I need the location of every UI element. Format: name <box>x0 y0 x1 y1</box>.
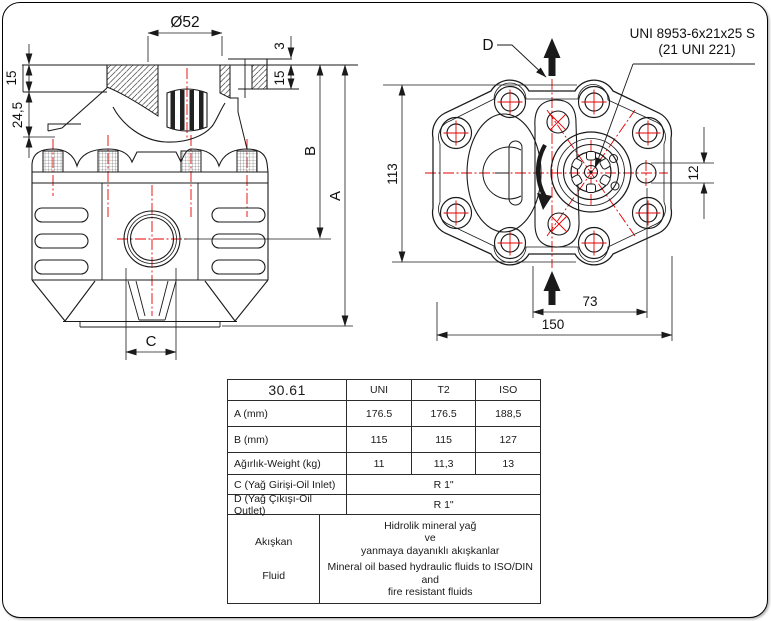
table-row-b <box>228 427 540 453</box>
fluid-label-en: Fluid <box>262 570 286 582</box>
dim-73: 73 <box>582 294 598 309</box>
fluid-tr-line: ve <box>424 532 436 544</box>
dim-b: B <box>302 145 319 157</box>
row-label: A (mm) <box>228 401 347 426</box>
outlet-flow-arrow <box>544 38 561 76</box>
cooling-fin <box>35 260 88 274</box>
dim-c: C <box>145 333 157 350</box>
table-header-row <box>228 380 540 401</box>
cell-value: 11,3 <box>412 453 477 474</box>
fluid-en-line: and <box>421 573 439 586</box>
cell-value: 11 <box>347 453 412 474</box>
spec-table <box>227 379 541 604</box>
rotation-arrow <box>537 145 552 210</box>
cooling-fin <box>212 208 265 222</box>
bolt-head <box>98 151 118 172</box>
label-d: D <box>482 37 494 54</box>
cooling-fin <box>212 234 265 248</box>
pump-body <box>32 149 268 280</box>
dim-113: 113 <box>385 163 400 185</box>
fluid-labels <box>228 515 320 603</box>
bell-housing-curve <box>113 103 225 142</box>
drive-shaft <box>551 132 631 212</box>
fluid-tr-line: yanmaya dayanıklı akışkanlar <box>361 544 500 557</box>
cooling-fin <box>35 208 88 222</box>
front-view <box>383 26 755 341</box>
bottom-bracket <box>32 280 268 327</box>
cell-value: 188,5 <box>495 407 522 420</box>
cell-value: 176.5 <box>347 401 412 426</box>
cell-value: 115 <box>412 427 477 452</box>
dim-15-left: 15 <box>4 70 19 86</box>
hatched-flange-right <box>220 65 230 98</box>
bolt-head <box>181 151 201 172</box>
spline-spec-line1: UNI 8953-6x21x25 S <box>629 26 755 41</box>
left-view-dim-labels <box>4 14 344 350</box>
fluid-en-line: fire resistant fluids <box>387 586 473 598</box>
dim-d52: Ø52 <box>170 14 200 31</box>
cooling-fin <box>35 234 88 248</box>
cooling-fin <box>212 260 265 274</box>
cell-value: 13 <box>502 457 515 470</box>
fluid-label-tr: Akışkan <box>255 536 293 548</box>
cell-value: 115 <box>347 427 412 452</box>
table-model-number: 30.61 <box>228 380 347 400</box>
side-section-view <box>4 14 358 360</box>
body-top-contour <box>32 149 268 172</box>
table-col-t2: T2 <box>412 380 477 400</box>
dim-150: 150 <box>541 317 565 332</box>
row-label: C (Yağ Girişi-Oil Inlet) <box>228 475 347 494</box>
table-row-outlet <box>228 492 540 517</box>
row-label: B (mm) <box>228 427 347 452</box>
fluid-en-line: Mineral oil based hydraulic fluids to ISO/DIN <box>327 561 533 573</box>
hatched-flange-outer <box>252 65 267 89</box>
table-col-iso: ISO <box>499 384 518 396</box>
row-label: Ağırlık-Weight (kg) <box>228 453 347 474</box>
cell-span-value: R 1" <box>433 498 454 511</box>
cell-span-value: R 1" <box>433 478 454 491</box>
table-row-fluid <box>228 515 540 603</box>
hatched-flange-left <box>107 65 158 116</box>
cell-value: 127 <box>499 433 517 446</box>
bolt-head <box>43 151 63 172</box>
fluid-description <box>320 515 540 603</box>
dim-3: 3 <box>272 42 287 50</box>
cell-value: 176.5 <box>412 401 477 426</box>
dim-a: A <box>327 190 344 202</box>
table-row-a <box>228 401 540 427</box>
dim-12: 12 <box>686 165 701 181</box>
leaders <box>497 45 755 168</box>
inlet-flow-arrow <box>544 271 561 305</box>
bolt-head <box>237 151 257 172</box>
front-view-labels <box>385 26 755 332</box>
fluid-tr-line: Hidrolik mineral yağ <box>384 519 477 532</box>
row-label: D (Yağ Çıkışı-Oil Outlet) <box>228 495 347 514</box>
spline-spec-line2: (21 UNI 221) <box>658 42 736 57</box>
table-row-weight <box>228 453 540 475</box>
table-col-uni: UNI <box>347 380 412 400</box>
dim-24-5: 24,5 <box>10 101 25 129</box>
dim-15-right: 15 <box>272 70 287 86</box>
